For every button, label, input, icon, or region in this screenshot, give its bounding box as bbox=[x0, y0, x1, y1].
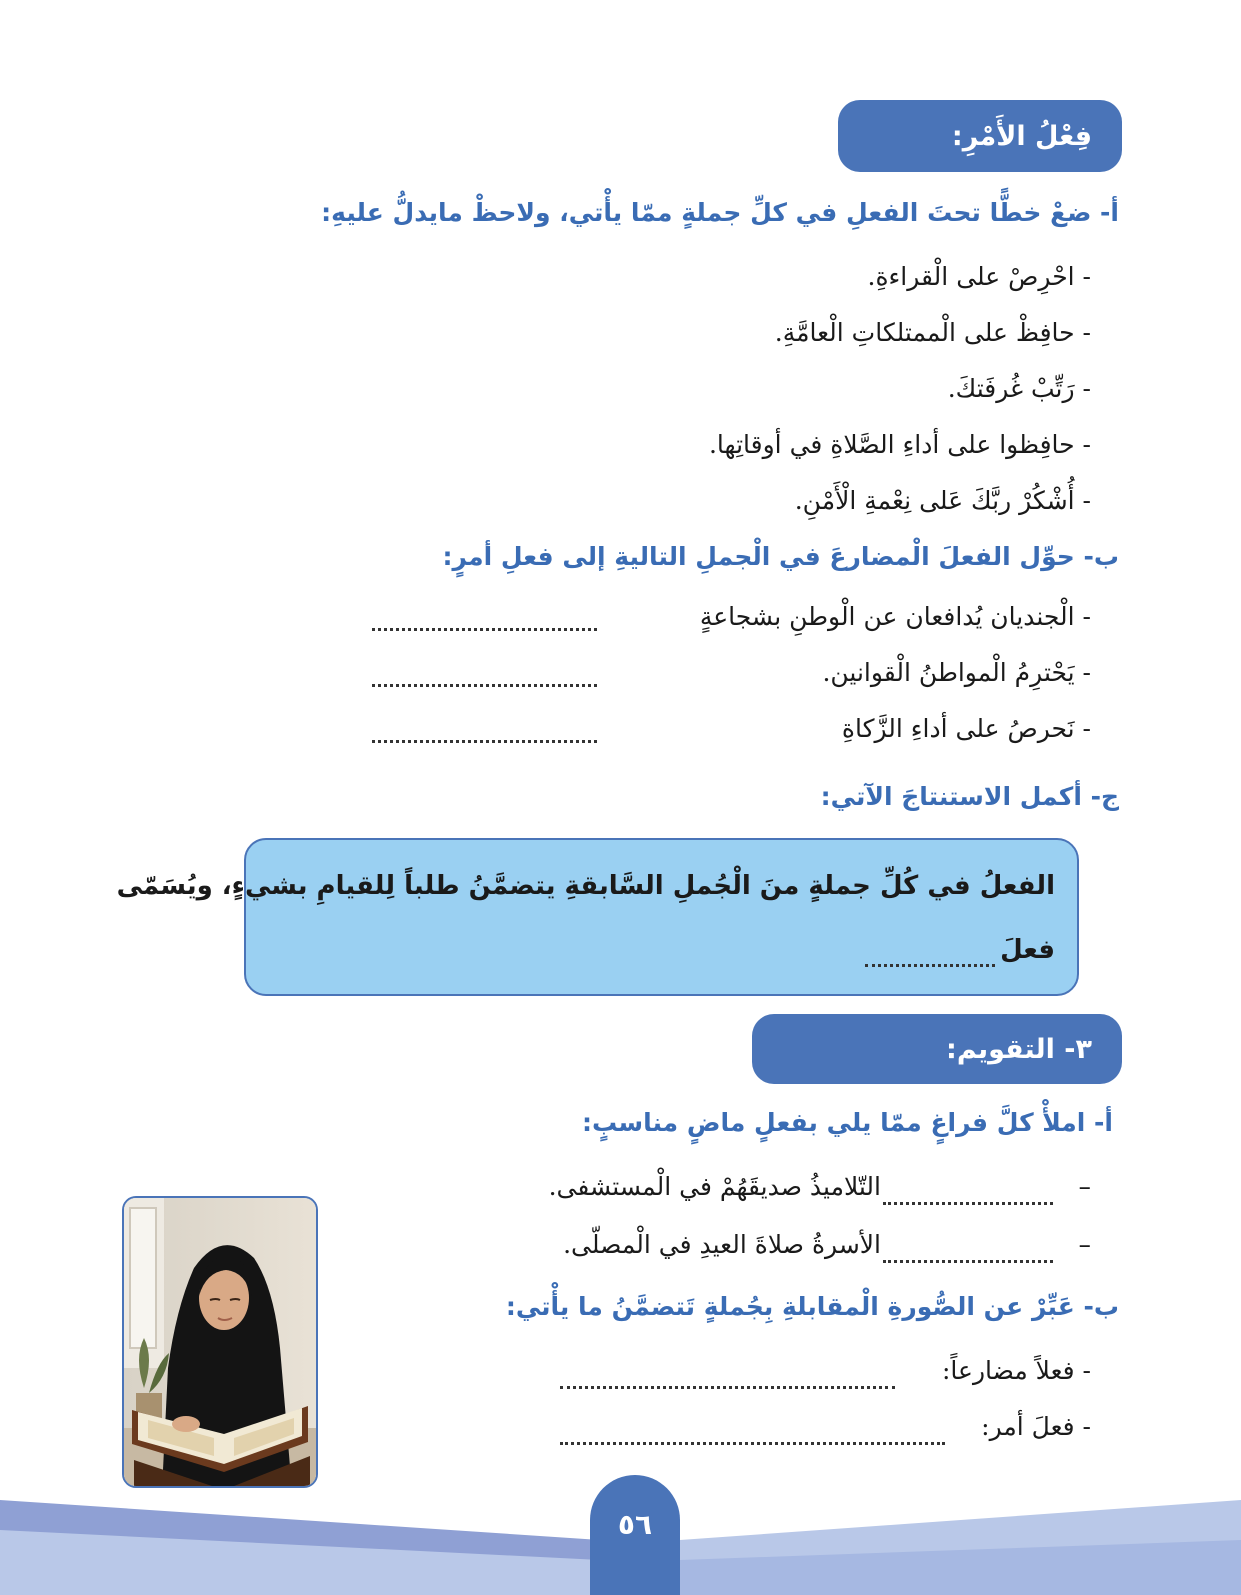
list-item-text: الأسرةُ صلاةَ العيدِ في الْمصلّى. bbox=[563, 1230, 881, 1259]
conclusion-line-2: فعلَ bbox=[1000, 935, 1055, 965]
list-item: - حافِظْ على الْممتلكاتِ الْعامَّةِ. bbox=[774, 318, 1091, 347]
part-a-heading: أ- ضعْ خطًّا تحتَ الفعلِ في كلِّ جملةٍ ممّا يأْتي، ولاحظْ مايدلُّ عليهِ: bbox=[321, 198, 1119, 227]
list-item: - حافِظوا على أداءِ الصَّلاةِ في أوقاتِها. bbox=[708, 430, 1091, 459]
list-item-text: - فعلَ أمر: bbox=[981, 1412, 1091, 1441]
list-item: - نَحرصُ على أداءِ الزَّكاةِ bbox=[841, 714, 1091, 743]
woman-reading-quran-photo bbox=[122, 1196, 318, 1488]
section-title-eval bbox=[752, 1014, 1122, 1084]
list-item: - الْجنديان يُدافعان عن الْوطنِ بشجاعةٍ bbox=[699, 602, 1091, 631]
answer-blank[interactable] bbox=[372, 602, 597, 631]
eval-part-a-heading: أ- املأْ كلَّ فراغٍ ممّا يلي بفعلٍ ماضٍ مناسبٍ: bbox=[582, 1108, 1113, 1137]
list-item bbox=[480, 1230, 1091, 1270]
list-item: - يَحْترِمُ الْمواطنُ الْقوانين. bbox=[822, 658, 1091, 687]
answer-blank[interactable] bbox=[372, 714, 597, 743]
section-title-amr bbox=[838, 100, 1122, 172]
list-item: - أُشْكُرْ ربَّكَ عَلى نِعْمةِ الْأَمْنِ. bbox=[794, 486, 1091, 515]
list-item-text: التّلاميذُ صديقَهُمْ في الْمستشفى. bbox=[548, 1172, 881, 1201]
answer-blank[interactable] bbox=[883, 1176, 1053, 1205]
list-item bbox=[560, 1356, 1091, 1396]
part-c-heading: ج- أكمل الاستنتاجَ الآتي: bbox=[820, 782, 1119, 811]
list-item-text: - فعلاً مضارعاً: bbox=[942, 1356, 1091, 1385]
list-item: - رَتِّبْ غُرفَتكَ. bbox=[947, 374, 1091, 403]
conclusion-line-2-row bbox=[268, 930, 1055, 980]
page-number bbox=[590, 1475, 680, 1595]
list-item: - احْرِصْ على الْقراءةِ. bbox=[867, 262, 1091, 291]
page-number-text: ٥٦ bbox=[617, 1508, 653, 1541]
list-item bbox=[480, 1172, 1091, 1212]
section-title-amr-text: فِعْلُ الأَمْرِ: bbox=[951, 120, 1092, 152]
eval-part-b-heading: ب- عَبِّرْ عن الصُّورةِ الْمقابلةِ بِجُملةٍ تَتضمَّنُ ما يأْتي: bbox=[505, 1292, 1119, 1321]
list-item bbox=[560, 1412, 1091, 1452]
conclusion-line-1: الفعلُ في كُلِّ جملةٍ منَ الْجُملِ السَّابقةِ يتضمَّنُ طلباً لِلقيامِ بشيءٍ، ويُسَمّى bbox=[116, 871, 1055, 901]
answer-blank[interactable] bbox=[883, 1234, 1053, 1263]
answer-blank[interactable] bbox=[560, 1416, 945, 1445]
list-bullet: – bbox=[1078, 1230, 1091, 1259]
list-bullet: – bbox=[1078, 1172, 1091, 1201]
answer-blank[interactable] bbox=[560, 1360, 895, 1389]
answer-blank[interactable] bbox=[372, 658, 597, 687]
part-b-heading: ب- حوِّل الفعلَ الْمضارعَ في الْجملِ التاليةِ إلى فعلِ أمرٍ: bbox=[442, 542, 1119, 571]
photo-illustration bbox=[124, 1198, 318, 1488]
conclusion-box bbox=[116, 838, 1079, 996]
section-title-eval-text: ٣- التقويم: bbox=[946, 1033, 1092, 1065]
answer-blank[interactable] bbox=[865, 938, 995, 967]
